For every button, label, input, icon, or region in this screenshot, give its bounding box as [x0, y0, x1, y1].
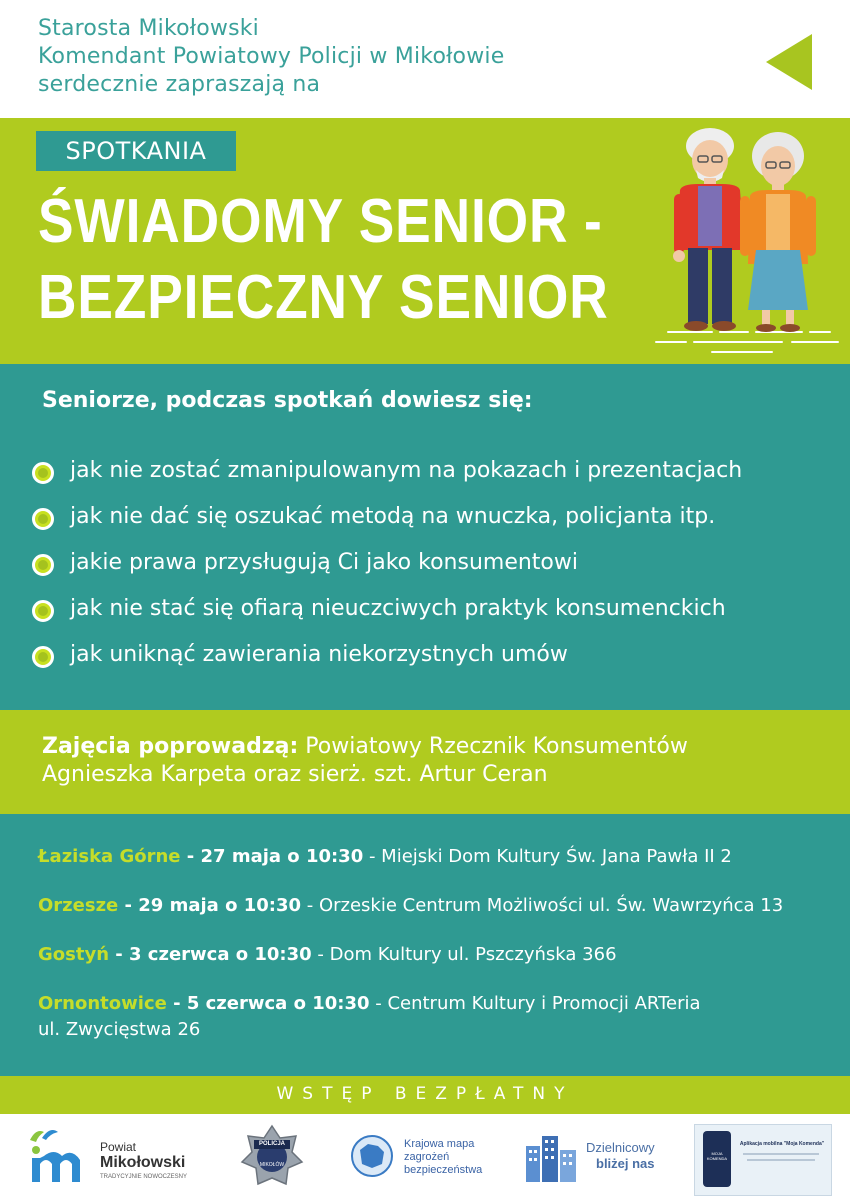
moja-komenda-app-banner[interactable]: [694, 1124, 832, 1196]
bullet-icon: [32, 462, 54, 484]
city-buildings-icon: [524, 1132, 580, 1182]
event-item: [38, 993, 701, 1014]
topic-item-5: jak uniknąć zawierania niekorzystnych umów: [70, 642, 568, 667]
phone-icon: [703, 1131, 731, 1187]
event-date: - 29 maja o 10:30: [118, 895, 301, 916]
dzielnicowy-text-1: Dzielnicowy: [586, 1140, 655, 1155]
topic-item-3: jakie prawa przysługują Ci jako konsumentowi: [70, 550, 578, 575]
grandfather-icon: [673, 128, 744, 331]
powiat-m-icon: [24, 1126, 92, 1188]
topic-item-1: jak nie zostać zmanipulowanym na pokazach i prezentacjach: [70, 458, 743, 483]
bullet-icon: [32, 554, 54, 576]
floor-lines-icon: [656, 332, 838, 352]
event-date: - 27 maja o 10:30: [180, 846, 364, 867]
hosts-label: Zajęcia poprowadzą:: [42, 734, 299, 759]
invitation-line: serdecznie zapraszają na: [38, 72, 321, 97]
event-date: - 5 czerwca o 10:30: [166, 993, 370, 1014]
event-place: - Orzeskie Centrum Możliwości ul. Św. Wawrzyńca 13: [301, 895, 784, 916]
event-city: Orzesze: [38, 895, 119, 916]
krajowa-mapa-logo[interactable]: [350, 1128, 490, 1188]
senior-couple-illustration: [652, 124, 842, 360]
grandmother-icon: [740, 132, 816, 332]
main-title-line-2: BEZPIECZNY SENIOR: [38, 263, 609, 332]
event-place: - Centrum Kultury i Promocji ARTeria: [369, 993, 701, 1014]
main-title-line-1: ŚWIADOMY SENIOR -: [38, 187, 603, 256]
event-item: [38, 944, 617, 965]
dzielnicowy-logo[interactable]: [524, 1132, 674, 1186]
powiat-small-text: Powiat: [100, 1140, 137, 1154]
event-city: Gostyń: [38, 944, 110, 965]
hosts-line-1: [42, 734, 688, 759]
police-star-icon: [240, 1124, 304, 1190]
map-text-1: Krajowa mapa: [404, 1138, 475, 1150]
meetings-badge: SPOTKANIA: [36, 131, 236, 171]
police-logo[interactable]: [240, 1124, 304, 1190]
header: [0, 0, 850, 118]
event-place: - Miejski Dom Kultury Św. Jana Pawła II 2: [363, 846, 732, 867]
free-entry-label: WSTĘP BEZPŁATNY: [276, 1084, 574, 1104]
phone-app-label: MOJA KOMENDA: [706, 1151, 728, 1161]
bullet-icon: [32, 646, 54, 668]
topic-item-2: jak nie dać się oszukać metodą na wnuczka, policjanta itp.: [70, 504, 716, 529]
topics-intro: Seniorze, podczas spotkań dowiesz się:: [42, 388, 533, 413]
dzielnicowy-text-2: bliżej nas: [596, 1156, 655, 1171]
topic-item-4: jak nie stać się ofiarą nieuczciwych praktyk konsumenckich: [70, 596, 726, 621]
event-date: - 3 czerwca o 10:30: [109, 944, 312, 965]
bullet-icon: [32, 508, 54, 530]
map-text-3: bezpieczeństwa: [404, 1164, 483, 1176]
hosts-name-1: Powiatowy Rzecznik Konsumentów: [298, 734, 688, 759]
bullet-icon: [32, 600, 54, 622]
map-text-2: zagrożeń: [404, 1151, 450, 1163]
event-item: [38, 846, 732, 867]
event-city: Łaziska Górne: [38, 846, 181, 867]
organizer-line-2: Komendant Powiatowy Policji w Mikołowie: [38, 44, 505, 69]
partner-logos: [0, 1114, 850, 1202]
app-text-line: [743, 1153, 819, 1155]
police-label: POLICJA: [258, 1141, 285, 1147]
powiat-mikolowski-logo[interactable]: [24, 1126, 200, 1190]
organizer-line-1: Starosta Mikołowski: [38, 16, 259, 41]
app-text-line: [747, 1159, 815, 1161]
event-city: Ornontowice: [38, 993, 167, 1014]
map-poland-icon: [350, 1134, 394, 1178]
back-arrow-icon[interactable]: [766, 34, 812, 90]
event-item: [38, 895, 783, 916]
hosts-line-2: Agnieszka Karpeta oraz sierż. szt. Artur Ceran: [42, 762, 548, 787]
powiat-name-text: Mikołowski: [100, 1154, 186, 1171]
police-sub-label: MIKOŁÓW: [259, 1162, 285, 1168]
app-title: Aplikacja mobilna "Moja Komenda": [739, 1141, 825, 1147]
event-address-continued: ul. Zwycięstwa 26: [38, 1019, 201, 1040]
powiat-tagline: TRADYCYJNIE NOWOCZESNY: [100, 1174, 188, 1180]
event-place: - Dom Kultury ul. Pszczyńska 366: [311, 944, 617, 965]
